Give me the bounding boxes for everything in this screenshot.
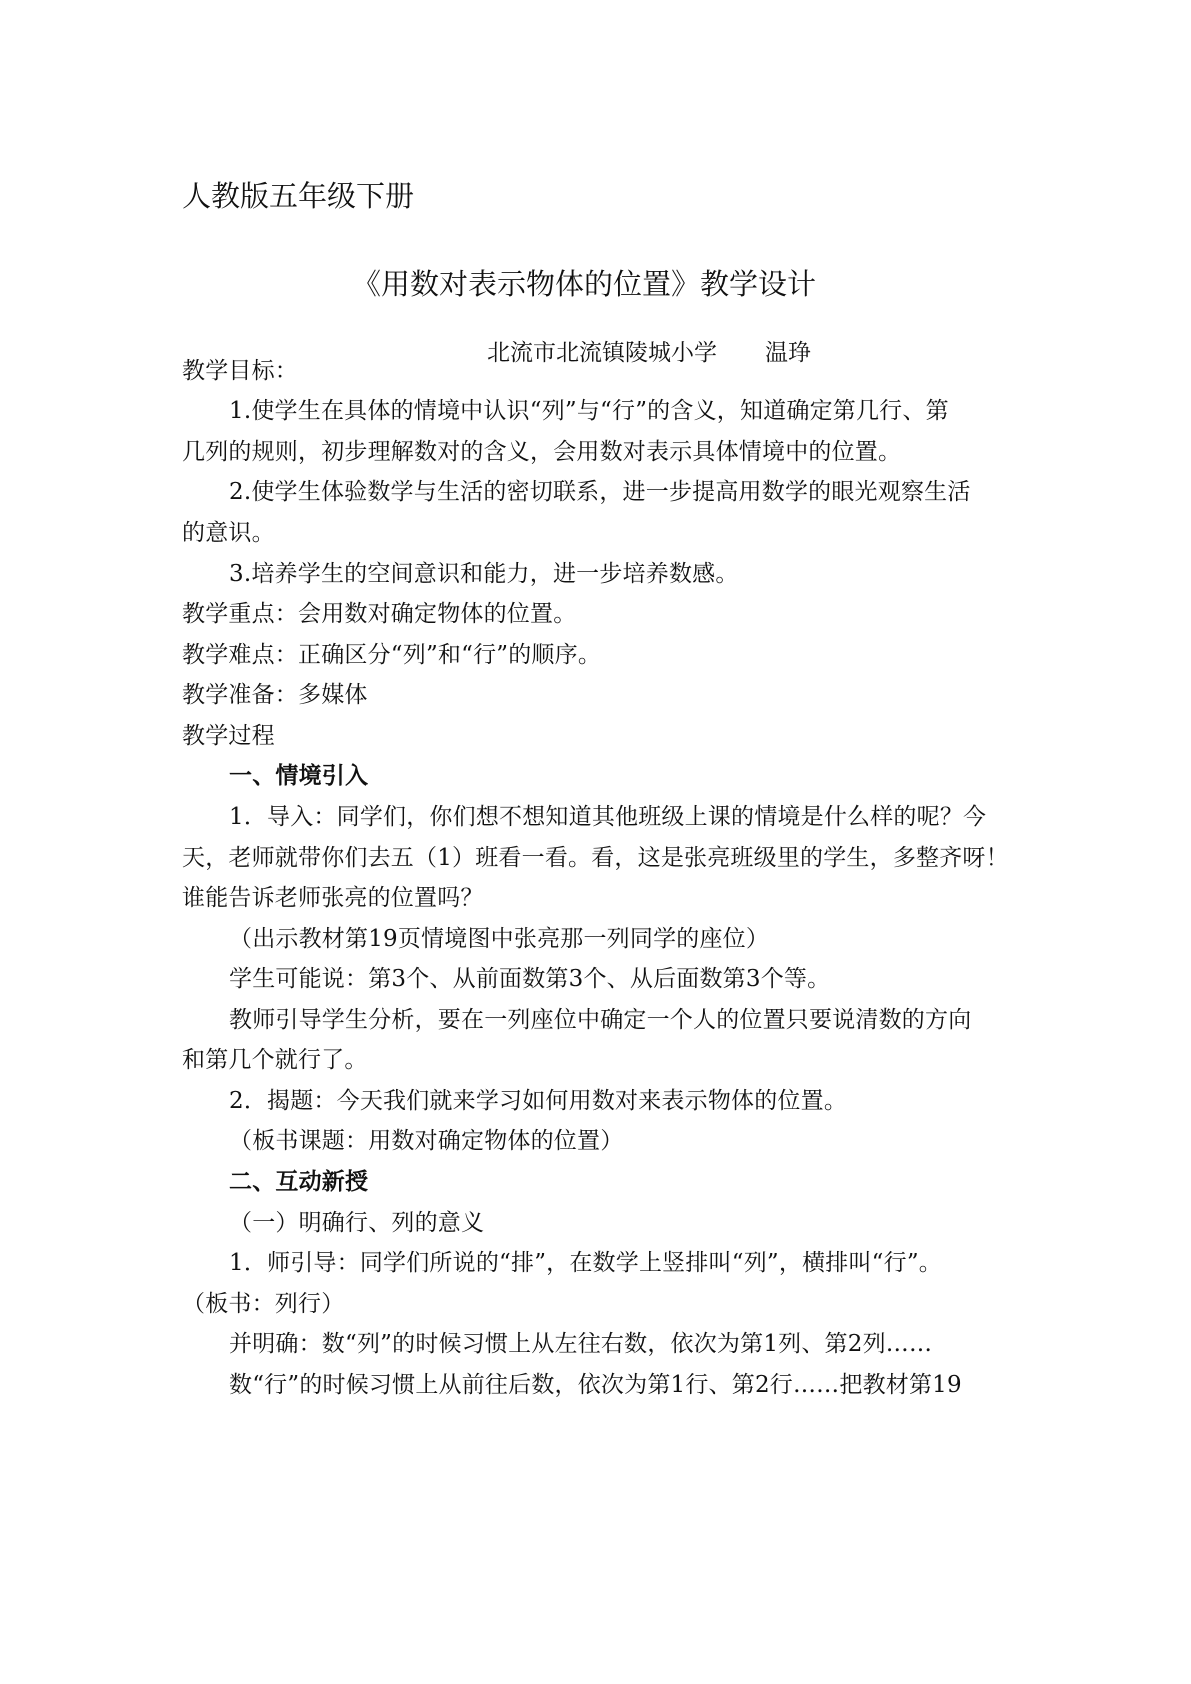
body-line: 数“行”的时候习惯上从前往后数，依次为第1行、第2行……把教材第19 (229, 1372, 962, 1398)
body-line: 天，老师就带你们去五（1）班看一看。看，这是张亮班级里的学生，多整齐呀！ (182, 845, 1009, 871)
body-line: 并明确：数“列”的时候习惯上从左往右数，依次为第1列、第2列…… (229, 1331, 933, 1357)
body-line: 学生可能说：第3个、从前面数第3个、从后面数第3个等。 (229, 966, 831, 992)
body-line: （板书课题：用数对确定物体的位置） (229, 1128, 624, 1154)
section-heading-2: 二、互动新授 (229, 1168, 369, 1195)
document-header: 人教版五年级下册 (182, 179, 415, 213)
body-line: 几列的规则，初步理解数对的含义，会用数对表示具体情境中的位置。 (182, 439, 902, 465)
teaching-focus: 教学重点：会用数对确定物体的位置。 (182, 601, 577, 627)
body-line: 1.使学生在具体的情境中认识“列”与“行”的含义，知道确定第几行、第 (229, 398, 949, 424)
body-line: 2.使学生体验数学与生活的密切联系，进一步提高用数学的眼光观察生活 (229, 479, 971, 505)
body-line: 1．师引导：同学们所说的“排”，在数学上竖排叫“列”，横排叫“行”。 (229, 1250, 942, 1276)
body-line: 1．导入：同学们，你们想不想知道其他班级上课的情境是什么样的呢？今 (229, 804, 987, 830)
document-title: 《用数对表示物体的位置》教学设计 (352, 267, 817, 301)
body-line: 的意识。 (182, 520, 275, 546)
body-line: 和第几个就行了。 (182, 1047, 368, 1073)
teaching-preparation: 教学准备：多媒体 (182, 682, 368, 708)
teaching-difficulty: 教学难点：正确区分“列”和“行”的顺序。 (182, 642, 602, 668)
body-line: （板书：列行） (182, 1291, 345, 1317)
section-heading-1: 一、情境引入 (229, 762, 369, 789)
school-name: 北流市北流镇陵城小学 (487, 340, 717, 366)
section-label-objectives: 教学目标： (182, 358, 298, 384)
body-line: 教师引导学生分析，要在一列座位中确定一个人的位置只要说清数的方向 (229, 1007, 972, 1033)
body-line: 2．揭题：今天我们就来学习如何用数对来表示物体的位置。 (229, 1088, 848, 1114)
subsection-heading: （一）明确行、列的意义 (229, 1210, 485, 1236)
body-line: 3.培养学生的空间意识和能力，进一步培养数感。 (229, 561, 739, 587)
section-label-process: 教学过程 (182, 723, 275, 749)
author-name: 温琤 (765, 340, 811, 366)
author-line (487, 338, 811, 368)
body-line: 谁能告诉老师张亮的位置吗？ (182, 885, 484, 911)
body-line: （出示教材第19页情境图中张亮那一列同学的座位） (229, 926, 770, 952)
